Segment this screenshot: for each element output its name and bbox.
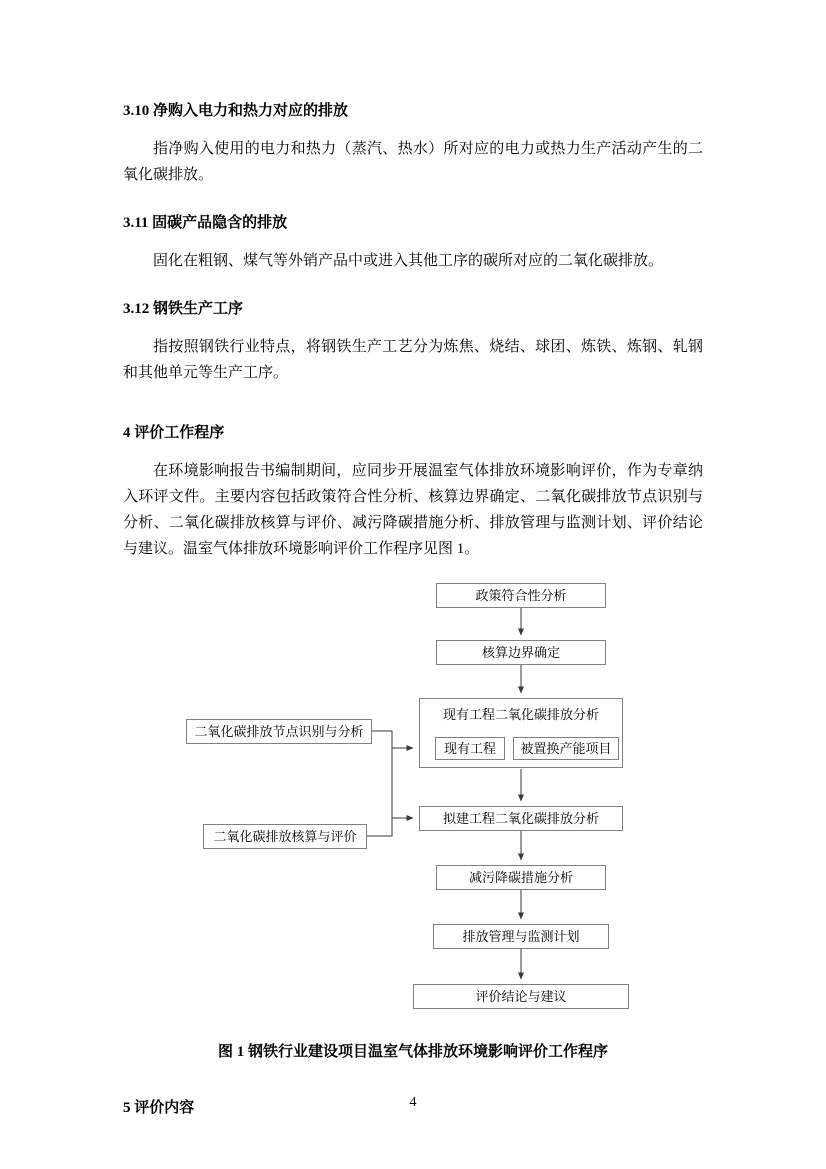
page-number: 4 xyxy=(409,1095,417,1110)
paragraph-3-11: 固化在粗钢、煤气等外销产品中或进入其他工序的碳所对应的二氧化碳排放。 xyxy=(153,253,664,269)
paragraph-3-10: 指净购入使用的电力和热力（蒸汽、热水）所对应的电力或热力生产活动产生的二氧化碳排放。 xyxy=(123,141,703,183)
flow-subbox-replaced-capacity: 被置换产能项目 xyxy=(513,737,619,760)
flow-box-accounting-evaluation: 二氧化碳排放核算与评价 xyxy=(203,824,367,849)
flow-box-emission-management: 排放管理与监测计划 xyxy=(433,924,609,949)
figure-1-flowchart xyxy=(123,578,703,1018)
heading-3-12: 3.12 钢铁生产工序 xyxy=(123,301,244,317)
heading-3-10: 3.10 净购入电力和热力对应的排放 xyxy=(123,103,349,119)
heading-4: 4 评价工作程序 xyxy=(123,425,225,441)
flow-box-proposed-project-analysis: 拟建工程二氧化碳排放分析 xyxy=(419,806,623,831)
flow-box-existing-title: 现有工程二氧化碳排放分析 xyxy=(442,707,599,722)
heading-5: 5 评价内容 xyxy=(123,1100,195,1116)
paragraph-4: 在环境影响报告书编制期间，应同步开展温室气体排放环境影响评价，作为专章纳入环评文件。主要内容包括政策符合性分析、核算边界确定、二氧化碳排放节点识别与分析、二氧化碳排放核算与评价、减污降碳措施分析、排放管理与监测计划、评价结论与建议。温室气体排放环境影响评价工作程序见图 1。 xyxy=(123,463,703,557)
flow-box-policy-analysis: 政策符合性分析 xyxy=(436,583,606,608)
heading-3-11: 3.11 固碳产品隐含的排放 xyxy=(123,215,288,231)
flow-box-conclusion: 评价结论与建议 xyxy=(413,984,629,1009)
flow-box-reduction-measures: 减污降碳措施分析 xyxy=(436,865,606,890)
figure-1-caption: 图 1 钢铁行业建设项目温室气体排放环境影响评价工作程序 xyxy=(217,1044,608,1060)
flow-subbox-existing-project: 现有工程 xyxy=(435,737,505,760)
flow-box-node-identification: 二氧化碳排放节点识别与分析 xyxy=(186,719,372,744)
flowchart-connectors xyxy=(123,578,703,1018)
paragraph-3-12: 指按照钢铁行业特点，将钢铁生产工艺分为炼焦、烧结、球团、炼铁、炼钢、轧钢和其他单元等生产工序。 xyxy=(123,339,703,381)
flow-box-existing-project-analysis xyxy=(419,698,623,768)
flow-box-accounting-boundary: 核算边界确定 xyxy=(436,640,606,665)
